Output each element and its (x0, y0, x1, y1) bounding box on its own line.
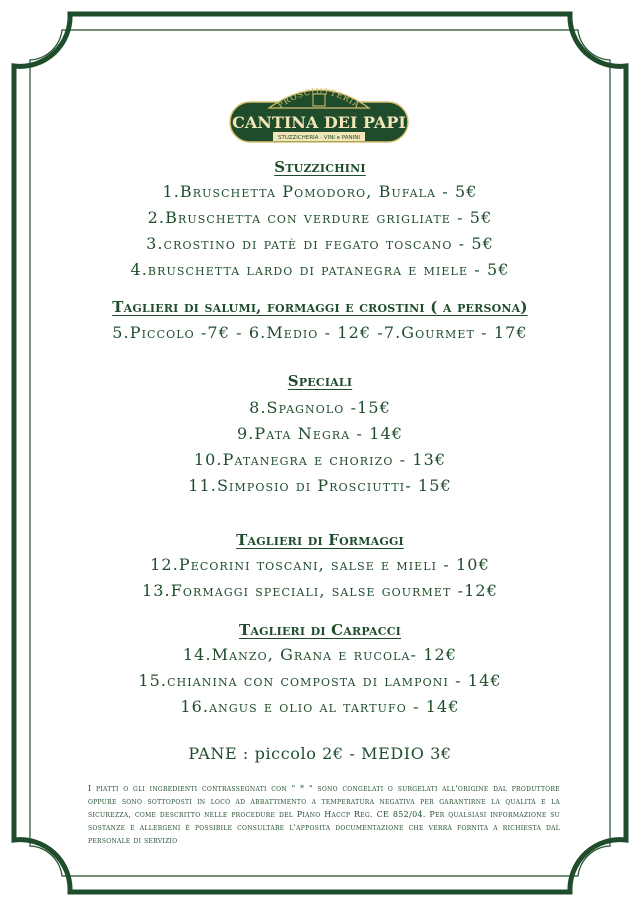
logo-arc-text: PROSCIUTTERIA (276, 86, 362, 111)
menu-item: 8.Spagnolo -15€ (249, 398, 391, 417)
section-title-taglieri-carpacci: Taglieri di Carpacci (238, 621, 402, 639)
menu-item: 16.angus e olio al tartufo - 14€ (180, 697, 460, 716)
menu-item: 5.Piccolo -7€ - 6.Medio - 12€ -7.Gourmet - 17€ (112, 323, 528, 342)
menu-item: 11.Simposio di Prosciutti- 15€ (188, 476, 452, 495)
menu-item: 15.chianina con composta di lamponi - 14€ (138, 671, 502, 690)
logo-tagline: STUZZICHERIA · VINI e PANINI (277, 135, 361, 141)
section-title-taglieri-salumi: Taglieri di salumi, formaggi e crostini ( a persona) (112, 298, 528, 316)
section-title-taglieri-formaggi: Taglieri di Formaggi (236, 531, 404, 549)
menu-item: 12.Pecorini toscani, salse e mieli - 10€ (150, 555, 490, 574)
menu-item: 3.crostino di patè di fegato toscano - 5€ (146, 234, 494, 253)
logo-name: CANTINA DEI PAPI (232, 113, 406, 132)
menu-item: 2.Bruschetta con verdure grigliate - 5€ (147, 208, 493, 227)
menu-item: 1.Bruschetta Pomodoro, Bufala - 5€ (162, 182, 478, 201)
allergen-note: I piatti o gli ingredienti contrassegnati con " * " sono congelati o surgelati all'origine dal produttore oppure sono sottoposti in loco ad abbattimento a temperatura negativa per garantirne la qualità e la sicurezza, come descritto nelle procedure del Piano Haccp Reg. CE 852/04. Per qualsiasi informazione su sostanze e allergeni è possibile consultare l'apposita documentazione che verrà fornita a richiesta dal personale di servizio (88, 784, 560, 845)
menu-item: 13.Formaggi speciali, salse gourmet -12€ (141, 581, 498, 600)
section-title-speciali: Speciali (287, 372, 353, 390)
pane-line: PANE : piccolo 2€ - MEDIO 3€ (188, 744, 452, 763)
section-title-stuzzichini: Stuzzichini (274, 158, 366, 176)
menu-item: 9.Pata Negra - 14€ (236, 424, 404, 443)
menu-item: 10.Patanegra e chorizo - 13€ (193, 450, 447, 469)
menu-item: 14.Manzo, Grana e rucola- 12€ (182, 645, 458, 664)
menu-item: 4.bruschetta lardo di patanegra e miele - 5€ (130, 260, 510, 279)
